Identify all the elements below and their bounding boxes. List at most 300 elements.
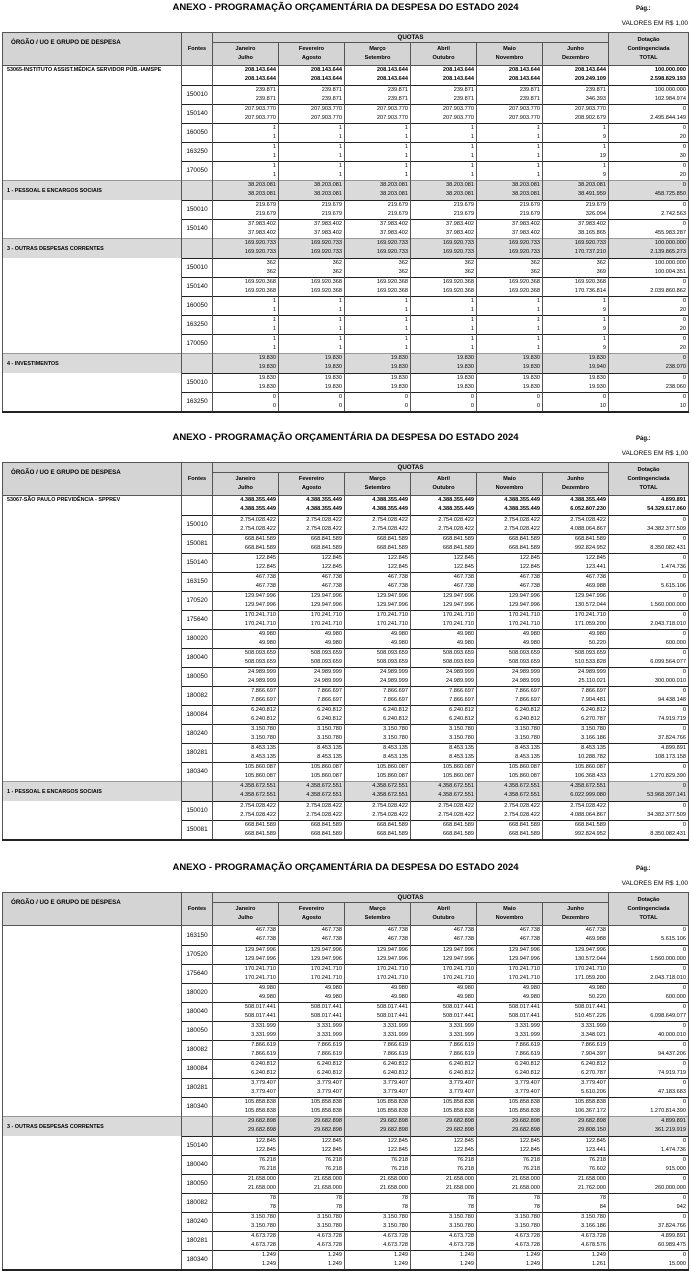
quota-first: 129.947.996 — [442, 946, 474, 953]
quota-first: 19.830 — [456, 355, 474, 361]
quota-cell — [543, 1212, 609, 1231]
quota-first: 1 — [404, 143, 408, 150]
quota-first: 362 — [266, 259, 276, 266]
fonte-code: 150010 — [182, 801, 213, 820]
quota-second: 122.845 — [453, 1146, 474, 1153]
quota-first: 2.754.028.422 — [438, 516, 474, 523]
source-row — [3, 926, 689, 946]
total-value: 20 — [679, 344, 687, 351]
total-cell — [609, 945, 689, 964]
total-value: 455.983.287 — [654, 229, 687, 236]
quota-second: 19.830 — [522, 383, 540, 390]
total-cell — [609, 1212, 689, 1231]
quota-second: 510.457.226 — [574, 1012, 607, 1019]
quota-second: 3.150.780 — [317, 1222, 342, 1229]
quota-first: 467.738 — [453, 573, 474, 580]
quota-cell — [279, 1136, 345, 1155]
quota-cell — [411, 66, 477, 86]
contingenciada-value: 0 — [682, 124, 687, 131]
quota-first: 24.989.999 — [512, 668, 540, 675]
quota-second: 19.830 — [324, 364, 342, 370]
total-value: 74.919.719 — [658, 715, 687, 722]
col-total-line: Contingenciada — [627, 45, 670, 52]
report-title: ANEXO - PROGRAMAÇÃO ORÇAMENTÁRIA DA DESPESA DO ESTADO 2024 — [172, 862, 519, 873]
quota-first: 7.866.619 — [581, 1041, 607, 1048]
quota-second: 29.682.898 — [248, 1127, 276, 1133]
row-label — [3, 200, 182, 219]
quota-first: 78 — [401, 1194, 408, 1201]
quota-second: 38.491.959 — [578, 191, 607, 197]
fonte-code: 175640 — [182, 610, 213, 629]
quota-first: 0 — [272, 393, 276, 400]
quota-second: 992.824.952 — [574, 830, 607, 837]
quota-first: 3.331.999 — [449, 1022, 474, 1029]
quota-first: 208.143.644 — [244, 67, 276, 73]
quota-cell — [543, 85, 609, 104]
quota-cell — [279, 515, 345, 534]
quota-first: 7.866.697 — [581, 687, 607, 694]
quota-first: 6.240.812 — [449, 1060, 474, 1067]
quota-first: 4.358.672.551 — [570, 783, 607, 789]
quota-second: 6.270.787 — [581, 1069, 607, 1076]
quota-second: 3.166.186 — [581, 734, 607, 741]
row-label: 3 - OUTRAS DESPESAS CORRENTES — [3, 239, 182, 259]
quota-second: 1.249 — [394, 1260, 408, 1267]
quota-second: 1.249 — [526, 1260, 540, 1267]
source-row — [3, 334, 689, 354]
quota-first: 21.658.000 — [578, 1175, 607, 1182]
fonte-code — [182, 354, 213, 374]
quota-cell — [279, 743, 345, 762]
quota-first: 49.980 — [258, 630, 276, 637]
contingenciada-value: 0 — [682, 105, 687, 112]
contingenciada-value: 0 — [682, 162, 687, 169]
quota-first: 1 — [338, 143, 342, 150]
quota-first: 668.841.589 — [244, 821, 276, 828]
quota-cell — [345, 334, 411, 354]
quota-cell — [477, 667, 543, 686]
quota-second: 0 — [404, 402, 408, 409]
quota-second: 123.441 — [585, 1146, 607, 1153]
quota-second: 1 — [470, 325, 474, 332]
quota-first: 7.866.697 — [515, 687, 540, 694]
quota-cell — [213, 553, 279, 572]
quota-first: 129.947.996 — [244, 946, 276, 953]
quota-cell — [279, 1155, 345, 1174]
quota-cell — [345, 66, 411, 86]
total-value: 40.000.010 — [658, 1031, 687, 1038]
quota-cell — [213, 705, 279, 724]
quota-second: 29.682.898 — [512, 1127, 540, 1133]
col-month — [411, 43, 477, 66]
quota-first: 1 — [602, 143, 607, 150]
total-cell — [609, 315, 689, 334]
row-label — [3, 1174, 182, 1193]
quota-second: 129.947.996 — [376, 601, 408, 608]
quota-second: 105.860.087 — [244, 772, 276, 779]
quota-cell — [345, 1021, 411, 1040]
quota-second: 19.830 — [390, 364, 408, 370]
quota-second: 467.738 — [453, 582, 474, 589]
quota-second: 7.866.697 — [383, 696, 408, 703]
row-label — [3, 258, 182, 277]
quota-second: 1 — [338, 171, 342, 178]
row-label — [3, 1078, 182, 1097]
source-row — [3, 123, 689, 142]
total-cell — [609, 964, 689, 983]
quota-first: 49.980 — [456, 984, 474, 991]
quota-second: 3.331.999 — [383, 1031, 408, 1038]
quota-cell — [279, 782, 345, 802]
quota-cell — [213, 104, 279, 123]
quota-second: 1 — [338, 133, 342, 140]
quota-cell — [543, 142, 609, 161]
quota-cell — [213, 820, 279, 840]
quota-second: 362 — [398, 268, 408, 275]
quota-second: 469.988 — [585, 582, 607, 589]
quota-cell — [345, 610, 411, 629]
quota-first: 105.860.087 — [244, 763, 276, 770]
quota-cell — [543, 1097, 609, 1117]
fonte-code — [182, 239, 213, 259]
month-second: Setembro — [364, 55, 391, 61]
quota-second: 3.331.999 — [515, 1031, 540, 1038]
contingenciada-value: 0 — [682, 355, 687, 361]
page-number: Pág.: — [636, 6, 651, 12]
quota-first: 129.947.996 — [244, 592, 276, 599]
month-second: Julho — [238, 55, 253, 61]
quota-second: 6.240.812 — [317, 715, 342, 722]
quota-first: 29.682.898 — [446, 1118, 474, 1124]
quota-cell — [279, 277, 345, 296]
quota-first: 1 — [470, 162, 474, 169]
quota-second: 4.673.728 — [515, 1241, 540, 1248]
total-value: 94.438.148 — [658, 696, 687, 703]
quota-first: 19.830 — [522, 355, 540, 361]
quota-second: 219.679 — [387, 210, 408, 217]
quota-second: 3.779.407 — [317, 1088, 342, 1095]
quota-cell — [279, 181, 345, 201]
quota-cell — [477, 782, 543, 802]
quota-first: 38.203.081 — [578, 182, 607, 188]
quota-second: 169.920.368 — [376, 287, 408, 294]
total-value: 20 — [679, 171, 687, 178]
quota-first: 0 — [404, 393, 408, 400]
quota-second: 467.738 — [519, 582, 540, 589]
quota-first: 2.754.028.422 — [504, 516, 540, 523]
quota-cell — [213, 1002, 279, 1021]
row-label — [3, 572, 182, 591]
quota-cell — [213, 123, 279, 142]
quota-second: 4.358.672.551 — [438, 792, 474, 798]
quota-second: 169.920.368 — [442, 287, 474, 294]
quota-cell — [477, 610, 543, 629]
quota-cell — [543, 610, 609, 629]
quota-second: 362 — [464, 268, 474, 275]
quota-second: 169.920.368 — [244, 287, 276, 294]
quota-second: 1.261 — [592, 1260, 607, 1267]
quota-first: 49.980 — [456, 630, 474, 637]
quota-second: 3.150.780 — [251, 1222, 276, 1229]
quota-first: 668.841.589 — [508, 821, 540, 828]
quota-cell — [213, 1212, 279, 1231]
quota-first: 668.841.589 — [442, 535, 474, 542]
quota-cell — [279, 392, 345, 412]
row-label — [3, 1231, 182, 1250]
row-label — [3, 705, 182, 724]
quota-second: 467.738 — [321, 582, 342, 589]
quota-first: 105.860.087 — [310, 763, 342, 770]
quota-first: 7.866.697 — [449, 687, 474, 694]
quota-cell — [345, 572, 411, 591]
quota-cell — [543, 1193, 609, 1212]
quota-cell — [345, 743, 411, 762]
contingenciada-value: 0 — [682, 374, 687, 381]
quota-cell — [411, 667, 477, 686]
quota-first: 170.241.710 — [442, 965, 474, 972]
quota-first: 239.871 — [255, 86, 276, 93]
quota-second: 362 — [530, 268, 540, 275]
quota-first: 24.989.999 — [446, 668, 474, 675]
col-total — [609, 893, 689, 926]
row-label — [3, 724, 182, 743]
quota-second: 105.860.087 — [310, 772, 342, 779]
total-cell — [609, 1250, 689, 1270]
quota-cell — [411, 142, 477, 161]
total-cell — [609, 1078, 689, 1097]
source-row — [3, 1021, 689, 1040]
row-label — [3, 219, 182, 239]
quota-cell — [411, 315, 477, 334]
quota-second: 76.602 — [588, 1165, 607, 1172]
fonte-code: 150140 — [182, 553, 213, 572]
quota-second: 29.682.898 — [314, 1127, 342, 1133]
quota-cell — [411, 686, 477, 705]
quota-second: 129.947.996 — [508, 601, 540, 608]
quota-second: 170.241.710 — [442, 620, 474, 627]
quota-second: 169.920.733 — [376, 249, 408, 255]
total-value: 2.039.860.862 — [650, 287, 687, 294]
quota-first: 362 — [596, 259, 607, 266]
total-cell — [609, 1059, 689, 1078]
quota-cell — [213, 334, 279, 354]
quota-cell — [477, 983, 543, 1002]
quota-second: 1 — [404, 152, 408, 159]
source-row — [3, 686, 689, 705]
quota-second: 49.980 — [522, 993, 540, 1000]
month-second: Novembro — [495, 55, 524, 61]
contingenciada-value: 0 — [682, 965, 687, 972]
quota-cell — [477, 1136, 543, 1155]
quota-second: 50.220 — [588, 993, 607, 1000]
quota-first: 208.143.644 — [508, 67, 540, 73]
total-value: 1.270.829.390 — [650, 772, 687, 779]
quota-second: 169.920.733 — [442, 249, 474, 255]
quota-first: 38.203.081 — [512, 182, 540, 188]
organ-row — [3, 66, 689, 86]
quota-first: 362 — [464, 259, 474, 266]
quota-first: 1.249 — [526, 1251, 540, 1258]
quota-first: 668.841.589 — [310, 821, 342, 828]
quota-cell — [411, 1040, 477, 1059]
total-value: 361.219.919 — [654, 1127, 687, 1133]
quota-second: 6.240.812 — [449, 1069, 474, 1076]
quota-cell — [279, 629, 345, 648]
quota-cell — [477, 705, 543, 724]
month-second: Setembro — [364, 915, 391, 921]
quota-cell — [213, 724, 279, 743]
quota-second: 207.903.770 — [244, 114, 276, 121]
total-cell — [609, 1155, 689, 1174]
row-label — [3, 534, 182, 553]
quota-cell — [213, 1193, 279, 1212]
quota-cell — [213, 572, 279, 591]
total-cell — [609, 161, 689, 181]
total-value: 2.043.718.010 — [650, 620, 687, 627]
col-fontes: Fontes — [182, 33, 213, 66]
row-label: 1 - PESSOAL E ENCARGOS SOCIAIS — [3, 782, 182, 802]
quota-second: 9 — [602, 325, 607, 332]
quota-cell — [411, 1002, 477, 1021]
total-value: 20 — [679, 306, 687, 313]
quota-second: 510.533.828 — [574, 658, 607, 665]
quota-second: 6.240.812 — [251, 1069, 276, 1076]
source-row — [3, 724, 689, 743]
quota-second: 4.388.355.449 — [306, 506, 342, 512]
row-label — [3, 1059, 182, 1078]
quota-second: 0 — [470, 402, 474, 409]
quota-first: 4.358.672.551 — [438, 783, 474, 789]
quota-cell — [279, 104, 345, 123]
quota-cell — [543, 964, 609, 983]
quota-first: 4.673.728 — [449, 1232, 474, 1239]
quota-second: 207.903.770 — [442, 114, 474, 121]
contingenciada-value: 0 — [682, 201, 687, 208]
quota-second: 21.658.000 — [314, 1184, 342, 1191]
quota-cell — [213, 1250, 279, 1270]
quota-second: 4.673.728 — [383, 1241, 408, 1248]
col-fontes: Fontes — [182, 463, 213, 496]
quota-first: 3.150.780 — [515, 1213, 540, 1220]
quota-cell — [411, 181, 477, 201]
quota-cell — [345, 1212, 411, 1231]
quota-second: 4.088.064.867 — [570, 811, 607, 818]
total-cell — [609, 354, 689, 374]
total-value: 53.968.397.141 — [647, 792, 687, 798]
total-value: 1.560.000.000 — [650, 955, 687, 962]
quota-first: 122.845 — [453, 554, 474, 561]
fonte-code: 180050 — [182, 1174, 213, 1193]
quota-cell — [279, 534, 345, 553]
quota-first: 6.240.812 — [383, 1060, 408, 1067]
quota-cell — [213, 496, 279, 516]
quota-cell — [543, 123, 609, 142]
quota-cell — [543, 258, 609, 277]
quota-cell — [411, 373, 477, 392]
quota-second: 122.845 — [519, 563, 540, 570]
quota-first: 3.150.780 — [317, 1213, 342, 1220]
quota-second: 208.143.644 — [442, 76, 474, 82]
source-row — [3, 820, 689, 840]
quota-cell — [279, 123, 345, 142]
quota-first: 122.845 — [321, 1137, 342, 1144]
total-value: 458.725.850 — [654, 191, 687, 197]
quota-second: 106.368.433 — [574, 772, 607, 779]
row-label — [3, 667, 182, 686]
budget-table — [2, 892, 689, 1271]
quota-first: 7.866.619 — [449, 1041, 474, 1048]
quota-first: 2.754.028.422 — [306, 802, 342, 809]
quota-cell — [411, 277, 477, 296]
total-cell — [609, 820, 689, 840]
row-label: 4 - INVESTIMENTOS — [3, 354, 182, 374]
quota-second: 467.738 — [387, 582, 408, 589]
quota-first: 19.830 — [390, 355, 408, 361]
quota-cell — [213, 142, 279, 161]
quota-second: 2.754.028.422 — [372, 811, 408, 818]
quota-second: 105.858.838 — [376, 1107, 408, 1114]
contingenciada-value: 0 — [682, 573, 687, 580]
fonte-code — [182, 496, 213, 516]
row-label — [3, 277, 182, 296]
contingenciada-value: 0 — [682, 278, 687, 285]
quota-first: 29.682.898 — [380, 1118, 408, 1124]
quota-second: 2.754.028.422 — [504, 525, 540, 532]
quota-cell — [477, 1117, 543, 1137]
total-cell — [609, 1040, 689, 1059]
total-cell — [609, 85, 689, 104]
quota-second: 239.871 — [519, 95, 540, 102]
fonte-code: 170520 — [182, 945, 213, 964]
quota-second: 1 — [272, 171, 276, 178]
quota-cell — [213, 686, 279, 705]
quota-first: 508.093.659 — [442, 649, 474, 656]
contingenciada-value: 100.000.000 — [654, 86, 687, 93]
col-month — [213, 473, 279, 496]
quota-second: 129.947.996 — [244, 955, 276, 962]
contingenciada-value: 0 — [682, 1060, 687, 1067]
quota-first: 467.738 — [585, 927, 607, 933]
quota-cell — [477, 1231, 543, 1250]
quota-second: 369 — [596, 268, 607, 275]
quota-second: 19.940 — [588, 364, 607, 370]
quota-cell — [213, 200, 279, 219]
quota-second: 169.920.733 — [310, 249, 342, 255]
quota-cell — [345, 219, 411, 239]
quota-cell — [411, 983, 477, 1002]
quota-cell — [477, 1021, 543, 1040]
fonte-code: 163150 — [182, 926, 213, 946]
quota-cell — [279, 142, 345, 161]
quota-cell — [279, 667, 345, 686]
quota-first: 21.658.000 — [248, 1175, 276, 1182]
quota-cell — [279, 572, 345, 591]
quota-first: 8.453.135 — [449, 744, 474, 751]
quota-second: 1 — [536, 171, 540, 178]
fonte-code: 180040 — [182, 1002, 213, 1021]
group-row — [3, 181, 689, 201]
quota-cell — [345, 373, 411, 392]
total-value: 102.984.974 — [654, 95, 687, 102]
source-row — [3, 648, 689, 667]
quota-first: 1 — [602, 316, 607, 323]
quota-second: 1 — [470, 133, 474, 140]
fonte-code: 180082 — [182, 1193, 213, 1212]
quota-cell — [345, 392, 411, 412]
quota-second: 8.453.135 — [383, 753, 408, 760]
quota-cell — [213, 762, 279, 782]
total-cell — [609, 572, 689, 591]
